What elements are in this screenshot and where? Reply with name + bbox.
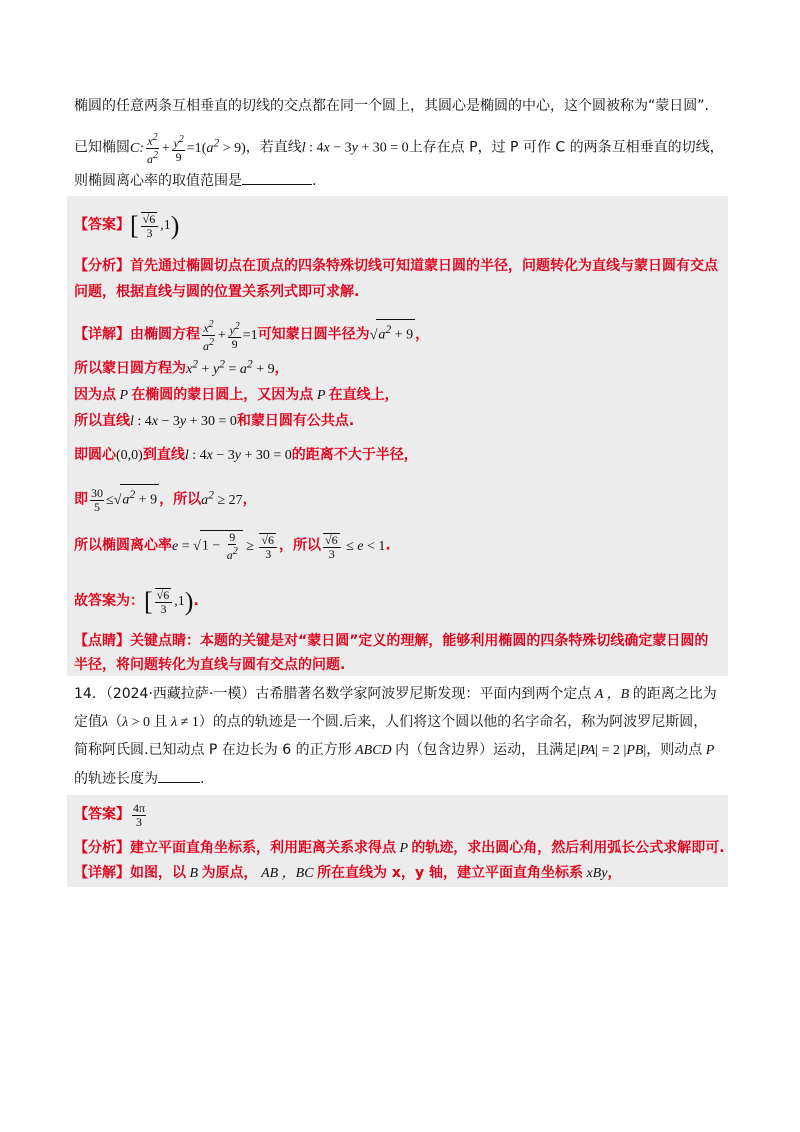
detail13-tag: 【详解】 (74, 326, 130, 343)
analysis14-line: 【分析】建立平面直角坐标系，利用距离关系求得点 P 的轨迹，求出圆心角，然后利用弧长公式求解即可. (74, 840, 725, 856)
answer13-line (74, 212, 179, 240)
detail13-line8: 故答案为：[ $\frac{√6}{3}$ ,1). (74, 587, 199, 616)
ellipse-equation: C: $\frac{x^2}{a^2}$ + $\frac{y^2}{9}$ $=1(a^2 > 9)$ (130, 132, 246, 166)
detail14-tag: 【详解】 (74, 865, 130, 881)
analysis13-tag: 【分析】 (74, 258, 130, 274)
detail13-line2: 所以蒙日圆方程为$x^2 + y^2 = a^2 + 9$， (74, 357, 289, 377)
problem13-line2-pre: 已知椭圆 (74, 139, 130, 156)
problem14-line1: 14．（2024·西藏拉萨·一模）古希腊著名数学家阿波罗尼斯发现：平面内到两个定点 A ，B 的距离之比为 (74, 686, 717, 702)
detail13-line3: 因为点 P 在椭圆的蒙日圆上，又因为点 P 在直线上， (74, 387, 399, 403)
problem13-line3-text: 则椭圆离心率的取值范围是 (74, 173, 242, 189)
problem13-line1: 椭圆的任意两条互相垂直的切线的交点都在同一个圆上，其圆心是椭圆的中心，这个圆被称为“蒙日圆”. (74, 98, 709, 114)
problem14-line4: 的轨迹长度为 . (74, 768, 204, 789)
detail13-line4: 所以直线l : 4x − 3y + 30 = 0和蒙日圆有公共点. (74, 413, 355, 429)
answer13-value: [ $\frac{√6}{3}$ ,1) (130, 211, 180, 240)
analysis13-line2: 问题，根据直线与圆的位置关系列式即可求解. (74, 284, 360, 300)
problem14-line2: 定值λ（λ > 0 且 λ ≠ 1）的点的轨迹是一个圆.后来，人们将这个圆以他的名字命名，称为阿波罗尼斯圆， (74, 714, 708, 730)
tips13-line1: 【点睛】关键点睛：本题的关键是对“蒙日圆”定义的理解，能够利用椭圆的四条特殊切线确定蒙日圆的 (74, 633, 709, 649)
line-equation: l : 4x − 3y + 30 = 0 (301, 140, 409, 156)
problem13-line2-post: 上存在点 P，过 P 可作 C 的两条互相垂直的切线， (408, 139, 724, 156)
answer-blank (242, 170, 312, 185)
detail13-line5: 即圆心(0,0)到直线l : 4x − 3y + 30 = 0的距离不大于半径， (74, 447, 418, 463)
problem13-line2-mid: ，若直线 (245, 139, 302, 156)
tips13-line2: 半径，将问题转化为直线与圆有交点的问题. (74, 657, 346, 673)
detail13-line1: 【详解】由椭圆方程 $\frac{x^2}{a^2}$ + $\frac{y^2}{9}$ =1可知蒙日圆半径为$√a^2 + 9$ ， (74, 319, 430, 353)
analysis13-line1: 【分析】首先通过椭圆切点在顶点的四条特殊切线可知道蒙日圆的半径，问题转化为直线与蒙日圆有交点 (74, 258, 718, 274)
answer13-tag: 【答案】 (74, 217, 130, 234)
detail14-line: 【详解】如图，以 B 为原点， AB ，BC 所在直线为 x，y 轴，建立平面直角坐标系 xBy， (74, 865, 622, 881)
problem13-line3: 则椭圆离心率的取值范围是 . (74, 170, 316, 191)
tips13-tag: 【点睛】 (74, 633, 130, 649)
detail13-line7: 所以椭圆离心率e = √1 − $\frac{9}{a^2}$ ≥ $\frac{√6}{3}$ ，所以 $\frac{√6}{3}$ ≤ e < 1. (74, 530, 391, 562)
answer-blank-14 (158, 768, 200, 783)
problem14-line3: 简称阿氏圆.已知动点 P 在边长为 6 的正方形 ABCD 内（包含边界）运动，且满足|PA| = 2 |PB|，则动点 P (74, 742, 715, 758)
answer14-line: 【答案】 $\frac{4\pi}{3}$ (74, 801, 146, 829)
problem13-line2 (74, 131, 724, 166)
detail13-line6: 即 $\frac{30}{5}$ $\le√a^2 + 9$ ，所以$a^2 \ge 27$， (74, 485, 257, 514)
answer14-tag: 【答案】 (74, 806, 130, 823)
analysis14-tag: 【分析】 (74, 840, 130, 856)
